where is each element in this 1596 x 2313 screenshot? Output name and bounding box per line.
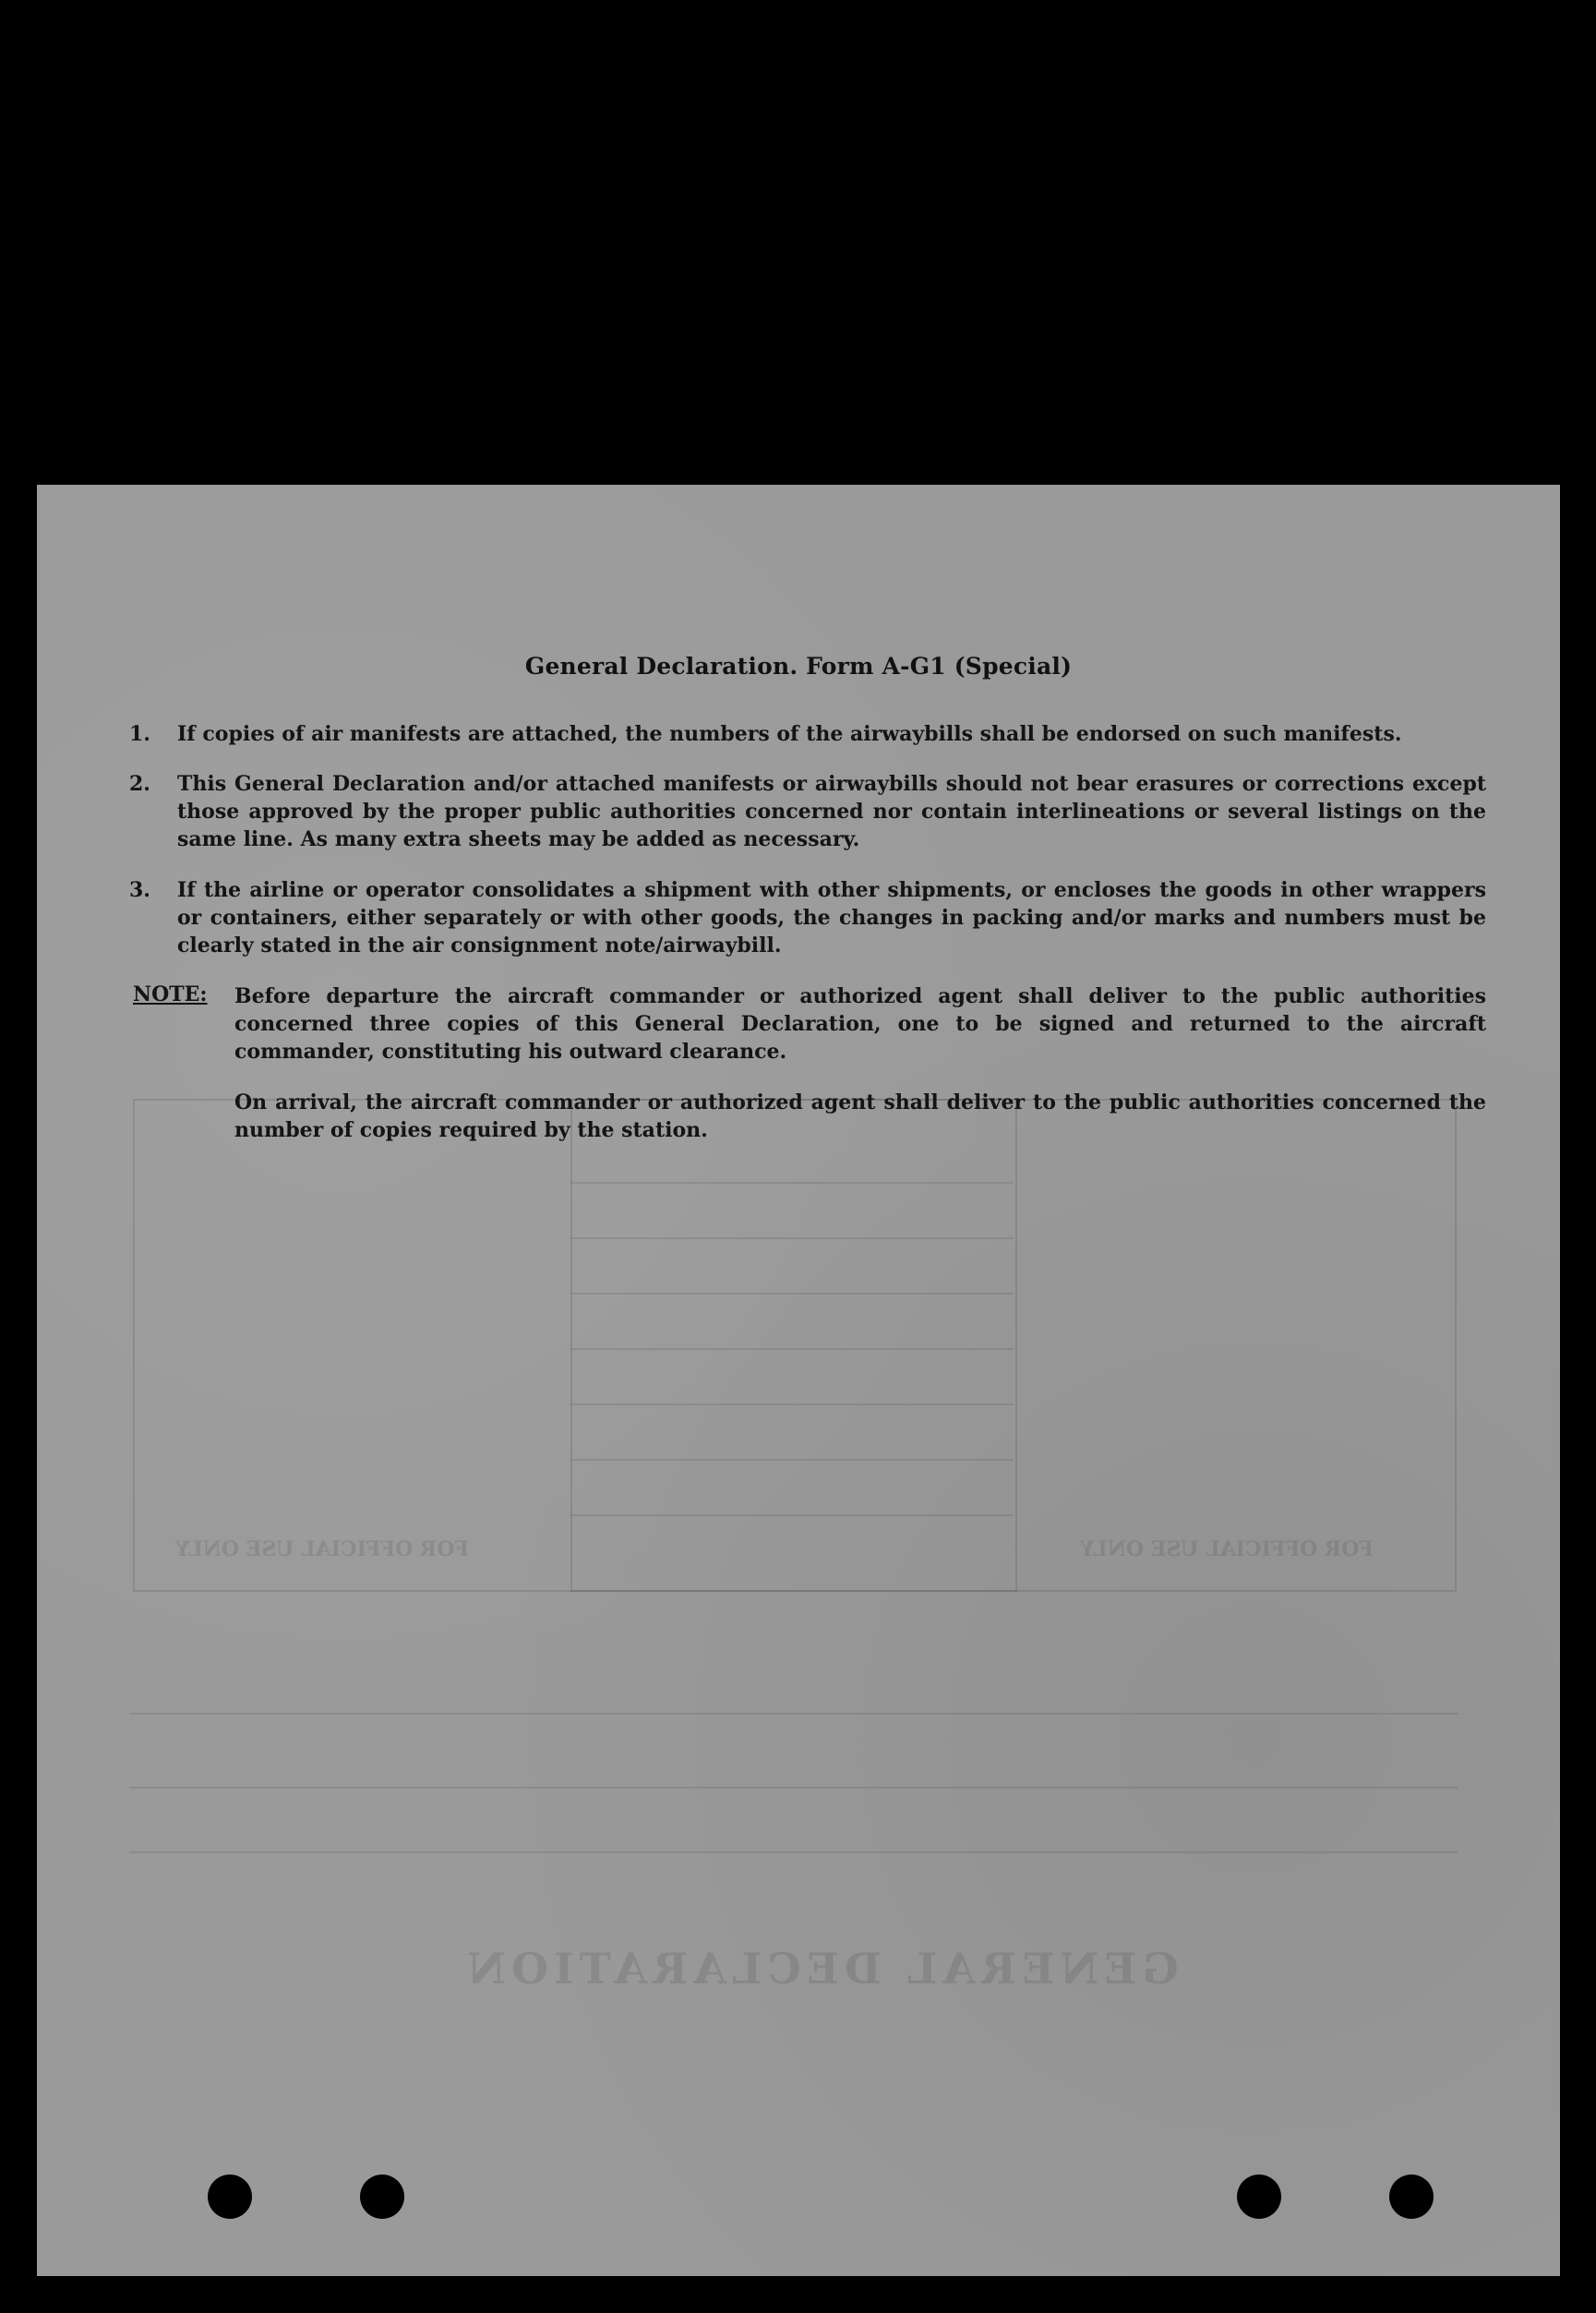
bleed-through-row-line bbox=[570, 1182, 1014, 1184]
bleed-through-row-line bbox=[570, 1348, 1014, 1350]
instruction-item-2 bbox=[129, 770, 1486, 853]
note-paragraph-2: On arrival, the aircraft commander or authorized agent shall deliver to the public authorities concerned the number of copies required by the station. bbox=[234, 1090, 1486, 1142]
note-label: NOTE: bbox=[133, 982, 208, 1006]
instruction-item-1 bbox=[129, 720, 1486, 748]
bleed-through-inner-table bbox=[570, 1099, 1017, 1592]
instruction-item-3 bbox=[129, 876, 1486, 959]
instruction-text: If the airline or operator consolidates a shipment with other shipments, or encloses the goods in other wrappers or containers, either separately or with other goods, the changes in packing and/or marks and numbers must be clearly stated in the air consignment note/airwaybill. bbox=[177, 878, 1486, 958]
bleed-through-row-line bbox=[129, 1851, 1458, 1853]
punch-hole bbox=[360, 2174, 404, 2219]
punch-hole bbox=[1389, 2174, 1434, 2219]
bleed-through-row-line bbox=[570, 1293, 1014, 1295]
instruction-text: If copies of air manifests are attached, the numbers of the airwaybills shall be endorsed on such manifests. bbox=[177, 722, 1402, 746]
bleed-through-heading: GENERAL DECLARATION bbox=[462, 1944, 1179, 1994]
bleed-through-row-line bbox=[570, 1459, 1014, 1461]
bleed-through-row-line bbox=[129, 1787, 1458, 1789]
bleed-through-official-use-left: FOR OFFICIAL USE ONLY bbox=[175, 1537, 469, 1561]
note-paragraph-1: Before departure the aircraft commander or authorized agent shall deliver to the public authorities concerned three copies of this General Declaration, one to be signed and returned to the aircraft commander, constituting his outward clearance. bbox=[234, 984, 1486, 1064]
document-page bbox=[37, 485, 1560, 2276]
bleed-through-row-line bbox=[570, 1514, 1014, 1516]
bleed-through-row-line bbox=[570, 1403, 1014, 1405]
instruction-number: 3. bbox=[129, 878, 150, 902]
bleed-through-row-line bbox=[570, 1237, 1014, 1239]
page-title: General Declaration. Form A-G1 (Special) bbox=[524, 653, 1073, 680]
bleed-through-official-use-right: FOR OFFICIAL USE ONLY bbox=[1080, 1537, 1374, 1561]
instruction-number: 1. bbox=[129, 722, 150, 746]
instruction-number: 2. bbox=[129, 772, 150, 796]
punch-hole bbox=[1237, 2174, 1281, 2219]
punch-hole bbox=[208, 2174, 252, 2219]
instruction-text: This General Declaration and/or attached manifests or airwaybills should not bear erasures or corrections except those approved by the proper public authorities concerned nor contain interlineations or several listings on the same line. As many extra sheets may be added as necessary. bbox=[177, 772, 1486, 851]
bleed-through-row-line bbox=[129, 1713, 1458, 1715]
